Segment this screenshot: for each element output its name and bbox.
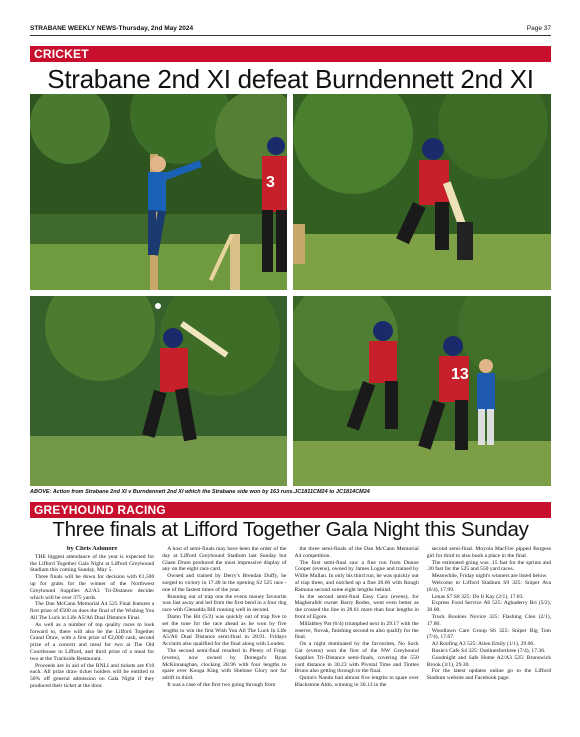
article-column-3 xyxy=(295,546,419,732)
paragraph: Owned and trained by Derry's Brendan Duffy, he surged to victory in 17.48 in the opening S2 525 race - one of the fastest times of the year. xyxy=(162,573,287,593)
paragraph: Rosie's Cafe S4 325: Outlinesforthree (7/4), 17.36. xyxy=(431,647,546,654)
paragraph: The first semi-final saw a fine run from Dunoe Cooper (evens), owned by James Logue and trained by Willie Mullan. In only his third run, he was quickly out of trap three, and notched up a fine 28.66 with Rough Ramona second some eight lengths behind. xyxy=(294,559,419,593)
paragraph: Express Food Service A6 525: Aghaderry Bri (5/2), 30.00. xyxy=(426,600,551,614)
paragraph: Damn The Bit (5/2) was quickly out of trap five to set the tone for the race ahead as he won by five lengths to win the first Wish You All The Luck In Life A5/A6 Dual Distance semi-final in 28.91. Fridays Acclaim also qualified for the final along with Loudez. xyxy=(162,613,287,648)
paragraph: In the second semi-final Easy Cara (evens), for Magherafelt owner Barry Rodes, went even better as she crossed the line in 28.61 more than four lengths in front of Egore. xyxy=(294,593,419,620)
page-number: Page 37 xyxy=(526,25,551,32)
page-header xyxy=(30,22,551,34)
publication-date: STRABANE WEEKLY NEWS-Thursday, 2nd May 2024 xyxy=(30,25,194,32)
paragraph: Lenas S7 S8 325: Do It Kay (2/1), 17.83. xyxy=(431,593,524,600)
cricket-headline: Strabane 2nd XI defeat Burndennett 2nd XI xyxy=(47,64,534,94)
paragraph: Woodlawn Care Group S6 325: Sniper Big Tom (7/4), 17.67. xyxy=(426,627,551,641)
paragraph: Goodnight and Safe Home A2/A3 525: Brunswick Brook (3/1), 29.30. xyxy=(426,654,551,668)
paragraph: It was a case of the first two going through from xyxy=(167,681,276,688)
paragraph: the three semi-finals of the Dan McCann Memorial A4 competition. xyxy=(294,546,419,559)
jersey-number: 13 xyxy=(451,366,469,383)
cricket-photo-1 xyxy=(30,94,287,290)
paragraph: The Dan McCann Memorial A4 525 Final features a first prize of €500 as does the final of the Wishing You All The Luck in Life A5/A6 Dual Distance Final. xyxy=(30,601,155,621)
paragraph: For the latest updates online go to the Lifford Stadium website and Facebook page. xyxy=(426,668,551,682)
paragraph: Meanwhile, Friday night's winners are listed below. xyxy=(431,573,548,580)
article-column-4 xyxy=(427,546,551,732)
cricket-photo-3 xyxy=(30,296,287,486)
paragraph: Truck Bookies Novice 325: Flashing Cleo (2/1), 17.80. xyxy=(426,613,551,627)
article-column-2 xyxy=(162,546,286,732)
paragraph: THE biggest attendance of the year is expected for the Lifford Together Gala Night at Lifford Greyhound Stadium this coming Sunday, May 5. xyxy=(30,553,155,574)
header-rule xyxy=(30,35,551,36)
paragraph: Proceeds are in aid of the RNLI and tickets are €10 each. All prize draw ticket holders will be entitled to 50% off general admission on Gala Night if they produced their ticket at the door. xyxy=(30,662,155,689)
paragraph: second semi-final. Moyola MacFire pipped Burgess girl for third to also book a place in the final. xyxy=(426,546,551,559)
section-label: GREYHOUND RACING xyxy=(34,503,166,517)
article-body xyxy=(30,546,551,732)
jersey-number: 3 xyxy=(266,174,275,191)
paragraph: AJ Roofing A3 525: Alien Emily (1/1), 29.06. xyxy=(431,641,535,648)
paragraph: Welcome to Lifford Stadium S9 325: Sniper Ava (6/4), 17.99. xyxy=(426,579,551,593)
section-bar-cricket xyxy=(30,46,551,62)
paragraph: As well as a number of top quality races to look forward to, there will also be the Lifford Together Grand Draw, with a first prize of €2,000 cash, second prize of a concert and meal for two at The Old Courthouse in Lifford, and third prize of a meal for two at the Trackside Restaurant. xyxy=(30,621,155,662)
byline: by Chris Ashmore xyxy=(66,546,118,552)
cricket-photo-2 xyxy=(293,94,551,290)
section-bar-greyhound xyxy=(30,502,551,518)
greyhound-headline: Three finals at Lifford Together Gala Night this Sunday xyxy=(52,518,529,541)
cricket-photo-4 xyxy=(293,296,551,486)
paragraph: Three finals will be down for decision with €1,500 up for grabs for the winner of the Northwest Greyhound Supplies A2/A3 Tri-Distance decider which will be over 375 yards. xyxy=(30,574,155,601)
paragraph: Millabbey Pat (6/4) triumphed next in 29.17 with the reserve, Novak, finishing second to also qualify for the final. xyxy=(294,620,419,641)
paragraph: A host of semi-finals may have been the order of the day at Lifford Greyhound Stadium last Sunday but Glaen Drum produced the most impressive display of any on the eight race card. xyxy=(162,546,287,573)
paragraph: Quinn's Nando had almost five lengths to spare over Blackstone Aldo, winning in 30.13 in the xyxy=(294,675,419,688)
article-column-1 xyxy=(30,546,154,732)
photo-caption: ABOVE: Action from Strabane 2nd XI v Burndennett 2nd XI which the Strabane side won by 163 runs.JC1811CM24 to JC1814CM24 xyxy=(30,489,370,495)
paragraph: Running out of trap one the evens money favourite was fast away and led from the first bend in a four dog race with Glenadda Bill running well in second. xyxy=(162,593,287,614)
paragraph: The second semi-final resulted in Plenty of Frogs (evens), now owned by Donegal's Ryan McKinnaughan, clocking 28.96 with four lengths to spare over Kooga King with Shelone Glory not far adrift in third. xyxy=(162,647,287,682)
paragraph: On a night dominated by the favourites, No Sock Gar (evens) won the first of the NW Greyhound Supplies Tri-Distance semi-finals, covering the 550 yard distance in 30.23 with Pivotal Time and Tintles Bruno also getting through to the final. xyxy=(294,641,419,675)
section-label: CRICKET xyxy=(34,47,89,61)
paragraph: The estimated going was .15 fast for the sprints and .30 fast for the 525 and 550 yard races. xyxy=(426,559,551,573)
